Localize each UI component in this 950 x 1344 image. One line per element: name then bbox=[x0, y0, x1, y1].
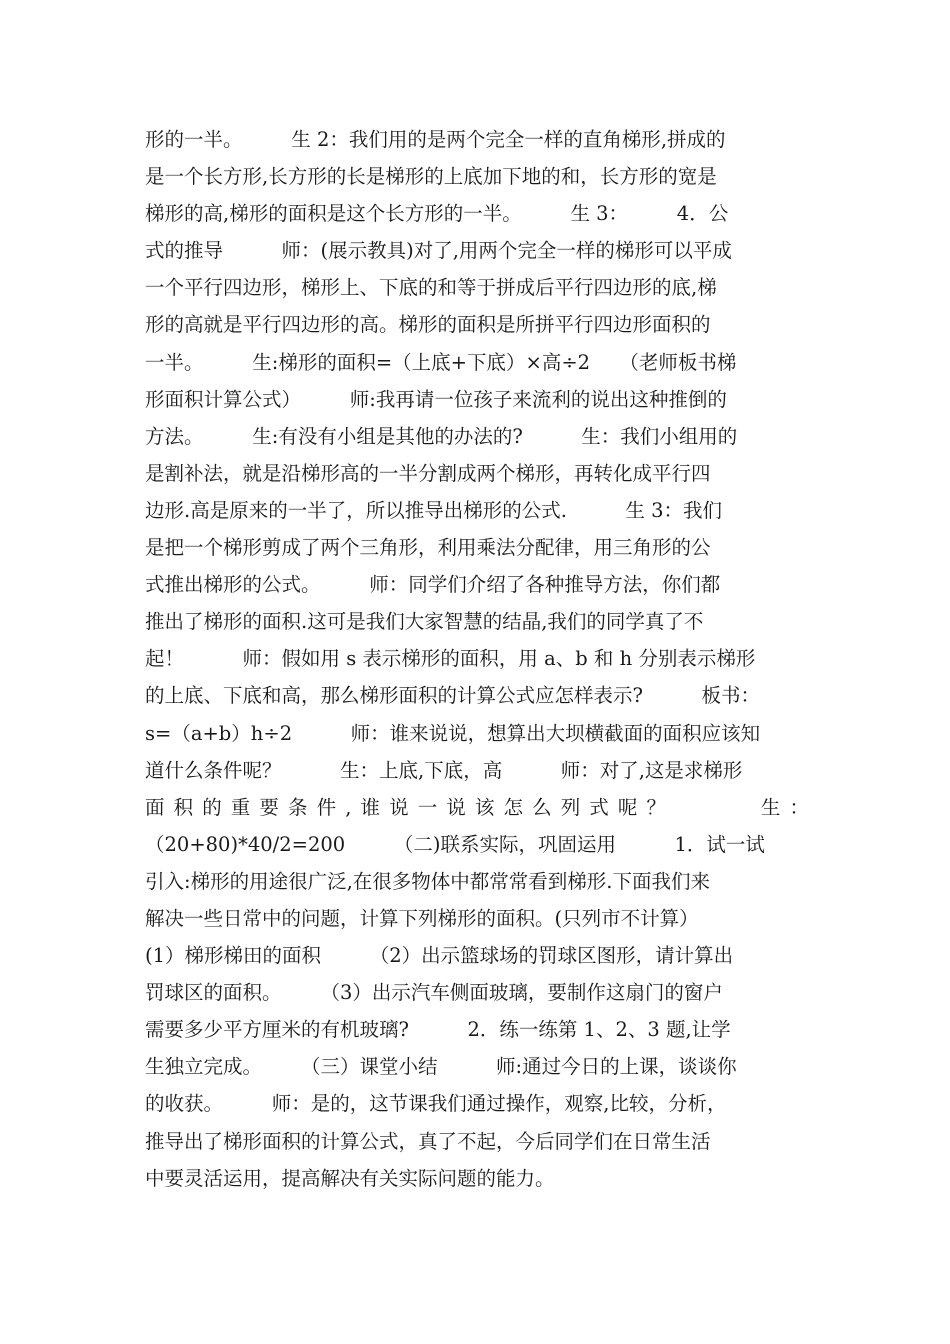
text-line: 的上底、下底和高，那么梯形面积的计算公式应怎样表示? 板书： bbox=[145, 684, 760, 708]
text-line: 式推出梯形的公式。 师：同学们介绍了各种推导方法，你们都 bbox=[145, 573, 721, 597]
text-line: 式的推导 师：(展示教具)对了,用两个完全一样的梯形可以平成 bbox=[145, 239, 732, 263]
text-line: 推出了梯形的面积.这可是我们大家智慧的结晶,我们的同学真了不 bbox=[145, 610, 704, 634]
text-line: 中要灵活运用，提高解决有关实际问题的能力。 bbox=[145, 1166, 555, 1190]
text-line: 是把一个梯形剪成了两个三角形，利用乘法分配律，用三角形的公 bbox=[145, 536, 711, 560]
text-line: 形的高就是平行四边形的高。梯形的面积是所拼平行四边形面积的 bbox=[145, 313, 711, 337]
text-line: （20+80)*40/2=200 （二)联系实际，巩固运用 1．试一试 bbox=[145, 832, 765, 856]
text-line: 形的一半。 生 2：我们用的是两个完全一样的直角梯形,拼成的 bbox=[145, 128, 726, 151]
text-line: 罚球区的面积。 （3）出示汽车侧面玻璃，要制作这扇门的窗户 bbox=[145, 981, 723, 1005]
text-line: 推导出了梯形面积的计算公式，真了不起，今后同学们在日常生活 bbox=[145, 1129, 711, 1153]
text-line: 是一个长方形,长方形的长是梯形的上底加下地的和，长方形的宽是 bbox=[145, 165, 717, 189]
text-line: 面积的重要条件,谁说一说该怎么列式呢？ 生： bbox=[145, 795, 809, 819]
text-line: 生独立完成。 （三）课堂小结 师:通过今日的上课，谈谈你 bbox=[145, 1055, 737, 1079]
text-line: 是割补法，就是沿梯形高的一半分割成两个梯形，再转化成平行四 bbox=[145, 461, 711, 485]
text-line: (1）梯形梯田的面积 （2）出示篮球场的罚球区图形，请计算出 bbox=[145, 944, 734, 968]
text-line: 方法。 生:有没有小组是其他的办法的? 生：我们小组用的 bbox=[145, 424, 738, 448]
text-line: 需要多少平方厘米的有机玻璃? 2．练一练第 1、2、3 题,让学 bbox=[145, 1018, 731, 1042]
text-line: 一半。 生:梯形的面积=（上底+下底）×高÷2 （老师板书梯 bbox=[145, 350, 737, 374]
text-line: 的收获。 师：是的，这节课我们通过操作，观察,比较，分析， bbox=[145, 1092, 727, 1116]
text-line: 形面积计算公式） 师:我再请一位孩子来流利的说出这种推倒的 bbox=[145, 387, 727, 411]
text-line: 边形.高是原来的一半了，所以推导出梯形的公式. 生 3：我们 bbox=[145, 498, 723, 522]
text-line: 起！ 师：假如用 s 表示梯形的面积，用 a、b 和 h 分别表示梯形 bbox=[145, 647, 756, 671]
text-line: 一个平行四边形，梯形上、下底的和等于拼成后平行四边形的底,梯 bbox=[145, 276, 717, 300]
text-line: 道什么条件呢？ 生：上底,下底，高 师：对了,这是求梯形 bbox=[145, 758, 743, 782]
text-line: s=（a+b）h÷2 师：谁来说说，想算出大坝横截面的面积应该知 bbox=[145, 721, 761, 745]
text-line: 引入:梯形的用途很广泛,在很多物体中都常常看到梯形.下面我们来 bbox=[145, 869, 710, 893]
body-text bbox=[145, 121, 809, 1197]
text-line: 梯形的高,梯形的面积是这个长方形的一半。 生 3： 4．公 bbox=[145, 202, 729, 226]
text-line: 解决一些日常中的问题，计算下列梯形的面积。(只列市不计算） bbox=[145, 906, 699, 930]
